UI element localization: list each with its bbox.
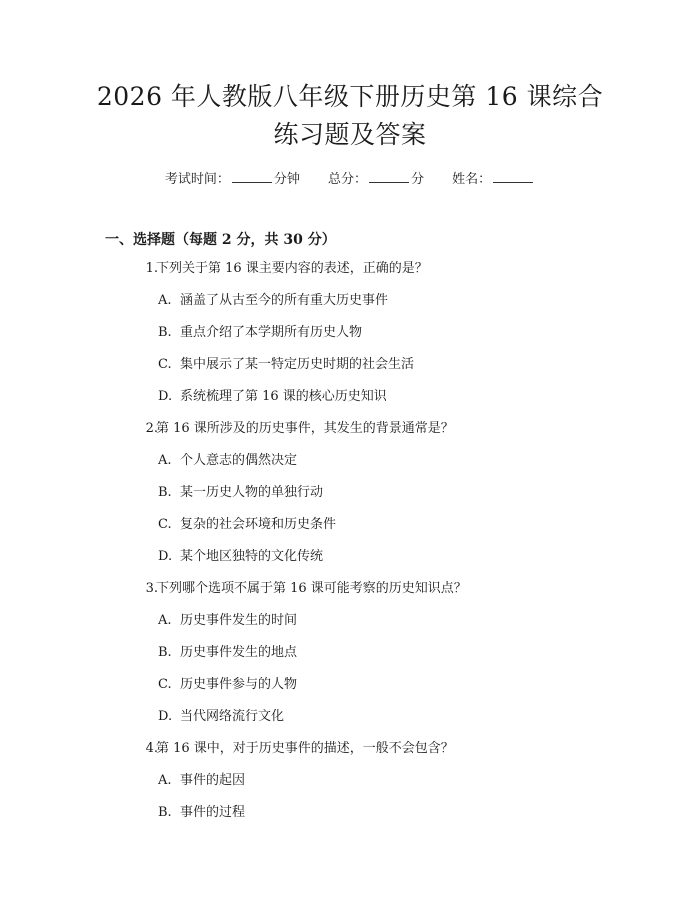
option-text: 重点介绍了本学期所有历史人物 [180, 325, 363, 340]
option-letter: D. [158, 389, 173, 404]
question-text: 第 16 课所涉及的历史事件，其发生的背景通常是？ [156, 421, 454, 436]
option-text: 某一历史人物的单独行动 [180, 485, 324, 500]
option-text: 历史事件参与的人物 [180, 677, 298, 692]
option-letter: B. [158, 805, 172, 820]
student-name-field [452, 168, 535, 190]
option-text: 事件的起因 [180, 773, 246, 788]
question-text: 下列关于第 16 课主要内容的表述，正确的是？ [156, 261, 428, 276]
option-letter: B. [158, 645, 172, 660]
exam-time-blank [232, 168, 272, 183]
exam-time-unit: 分钟 [273, 172, 300, 187]
option-text: 个人意志的偶然决定 [180, 453, 298, 468]
exam-time-field [165, 168, 300, 190]
question-text: 第 16 课中，对于历史事件的描述，一般不会包含？ [156, 741, 454, 756]
option-letter: A. [158, 453, 172, 468]
section-heading-multiple-choice: 一、选择题（每题 2 分，共 30 分） [105, 232, 336, 248]
option-text: 历史事件发生的时间 [180, 613, 298, 628]
option-text: 集中展示了某一特定历史时期的社会生活 [180, 357, 415, 372]
option-letter: D. [158, 549, 173, 564]
option-letter: C. [158, 677, 172, 692]
question-number: 1. [145, 261, 158, 276]
option-letter: D. [158, 709, 173, 724]
option-text: 事件的过程 [180, 805, 246, 820]
option-letter: B. [158, 325, 172, 340]
document-title-line-2: 练习题及答案 [273, 120, 427, 149]
option-text: 历史事件发生的地点 [180, 645, 298, 660]
exam-time-label: 考试时间： [164, 172, 230, 187]
option-letter: A. [158, 773, 172, 788]
student-name-blank [493, 168, 533, 183]
option-letter: C. [158, 357, 172, 372]
student-name-label: 姓名： [452, 172, 492, 187]
option-text: 某个地区独特的文化传统 [180, 549, 324, 564]
total-score-unit: 分 [411, 172, 425, 187]
total-score-label: 总分： [327, 172, 367, 187]
total-score-field [328, 168, 424, 190]
option-text: 涵盖了从古至今的所有重大历史事件 [180, 293, 389, 308]
document-title-line-1: 2026 年人教版八年级下册历史第 16 课综合 [96, 82, 604, 111]
option-text: 系统梳理了第 16 课的核心历史知识 [180, 389, 387, 404]
question-text: 下列哪个选项不属于第 16 课可能考察的历史知识点？ [156, 581, 467, 596]
total-score-blank [369, 168, 409, 183]
option-letter: C. [158, 517, 172, 532]
option-text: 复杂的社会环境和历史条件 [180, 517, 337, 532]
option-letter: A. [158, 293, 172, 308]
question-number: 4. [145, 741, 158, 756]
option-text: 当代网络流行文化 [180, 709, 285, 724]
exam-info-row [0, 168, 700, 190]
option-letter: A. [158, 613, 172, 628]
question-number: 3. [145, 581, 158, 596]
option-letter: B. [158, 485, 172, 500]
question-number: 2. [145, 421, 158, 436]
